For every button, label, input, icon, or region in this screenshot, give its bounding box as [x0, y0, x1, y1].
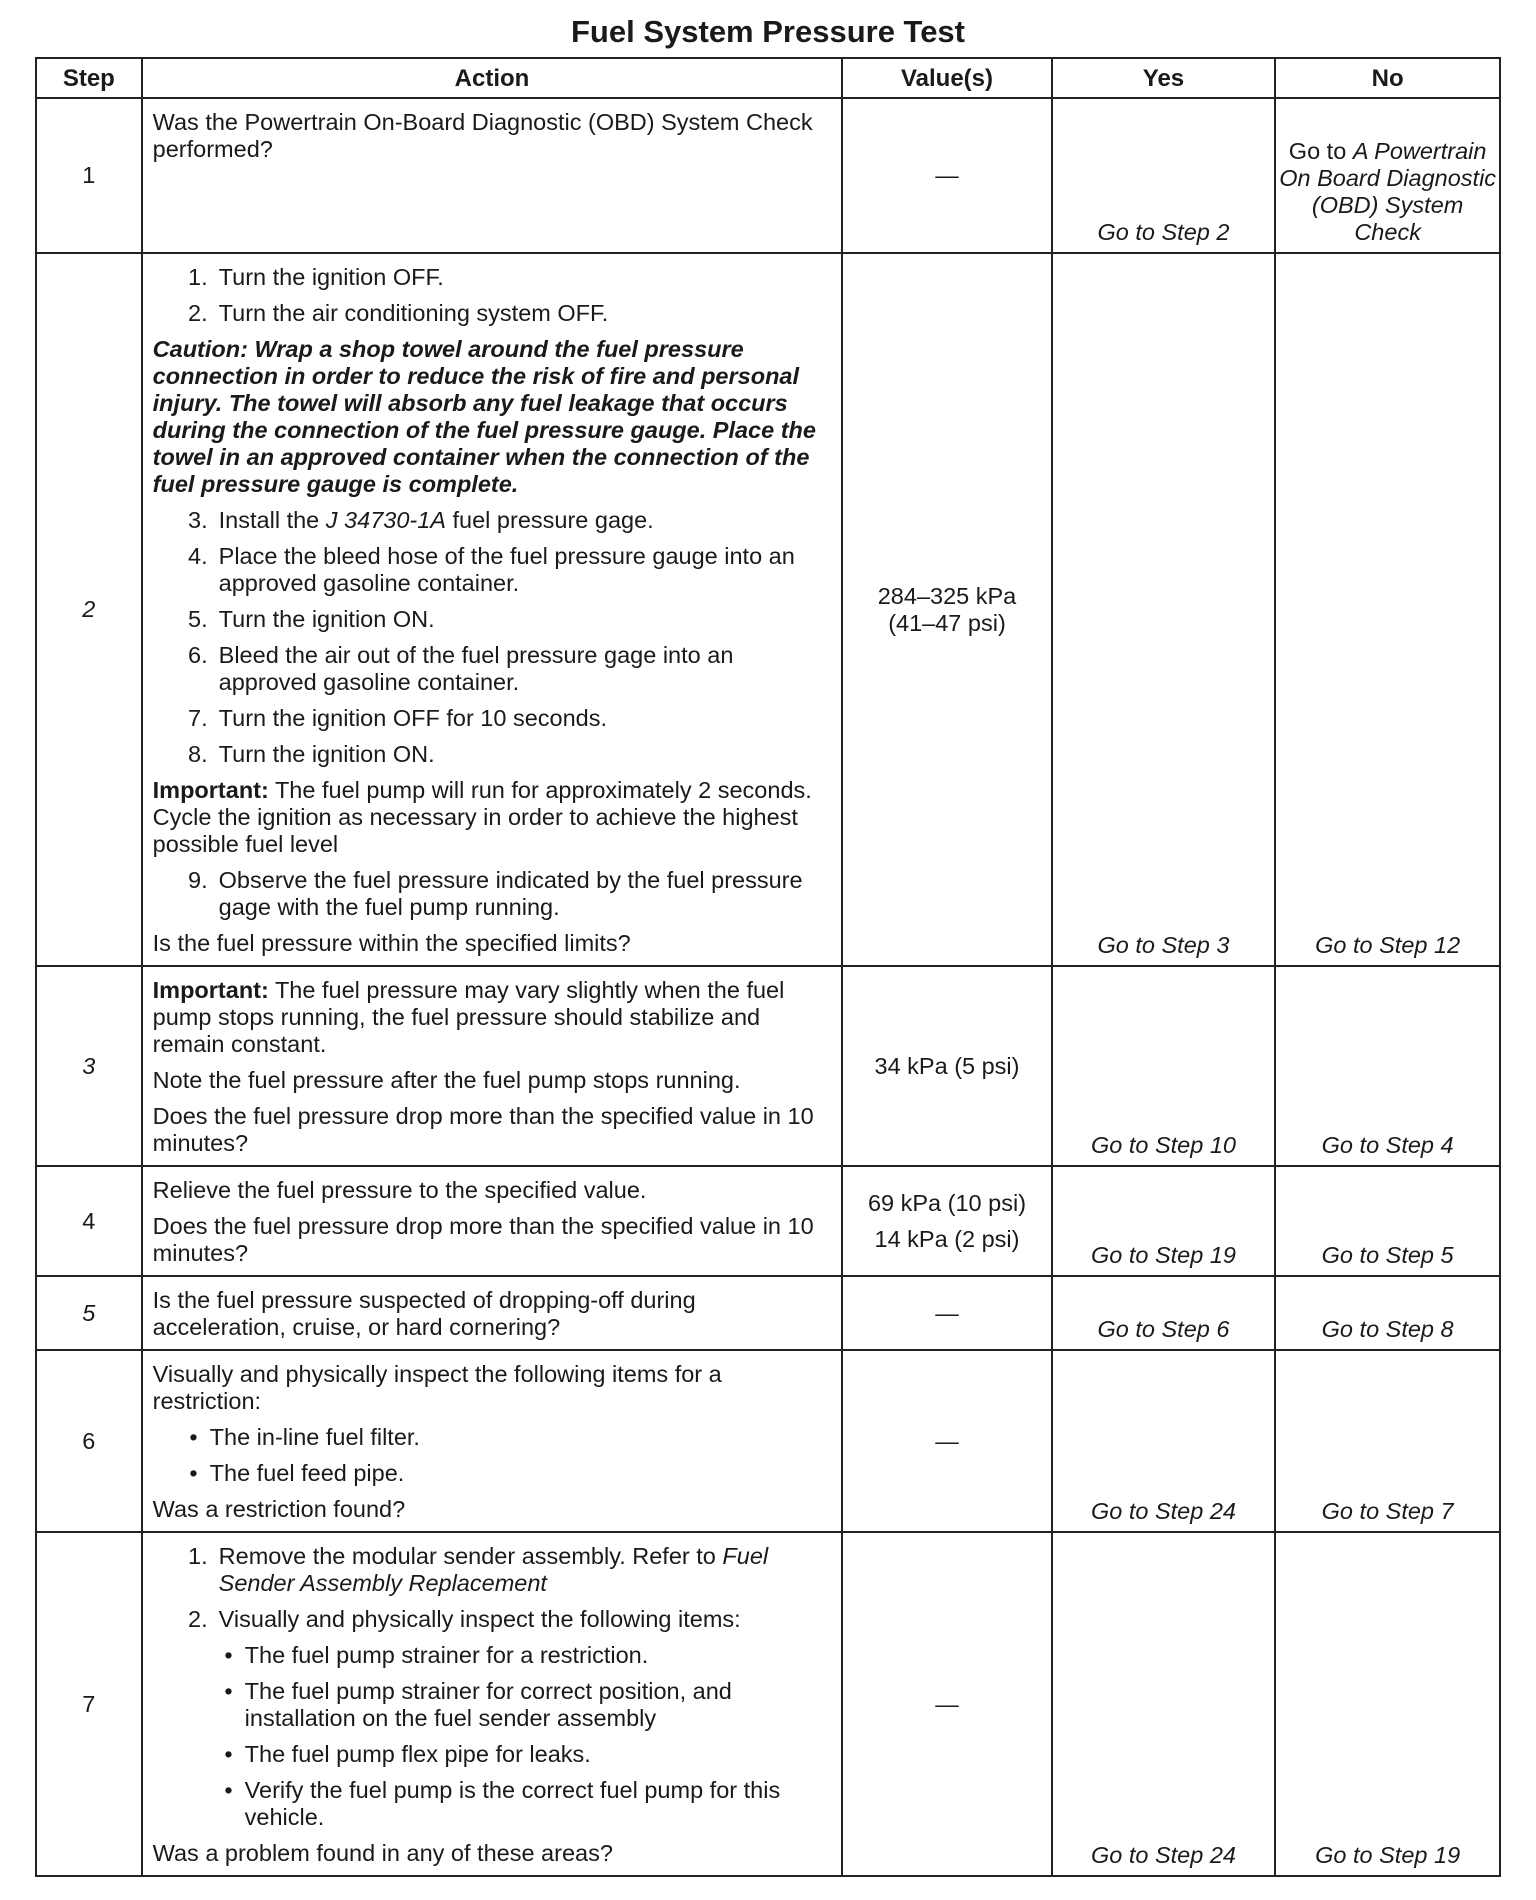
question-text: Is the fuel pressure suspected of dropping-off during acceleration, cruise, or hard cornering?: [152, 1287, 696, 1340]
value-line: 69 kPa (10 psi): [867, 1189, 1027, 1216]
diagnostic-table: [35, 57, 1501, 1877]
tool-number: J 34730-1A: [325, 507, 446, 533]
table-row: [36, 1276, 1500, 1350]
action-cell: [142, 98, 843, 253]
table-row: [36, 1166, 1500, 1276]
value-cell: [842, 253, 1051, 966]
value-psi: (41–47 psi): [888, 609, 1006, 636]
step-number: 1: [36, 98, 142, 253]
numbered-item: 6. Bleed the air out of the fuel pressure gage into an approved gasoline container.: [188, 642, 734, 695]
caution-text: Caution: Wrap a shop towel around the fuel pressure connection in order to reduce the risk of fire and personal injury. The towel will absorb any fuel leakage that occurs during the connection of the fuel pressure gauge. Place the towel in an approved container when the connection of the fuel pressure gauge is complete.: [152, 336, 816, 497]
no-cell: Go to Step 19: [1275, 1532, 1500, 1876]
bullet-item: • The fuel pump flex pipe for leaks.: [224, 1741, 591, 1767]
bullet-item: • The fuel feed pipe.: [189, 1460, 405, 1486]
action-text: Visually and physically inspect the following items for a restriction:: [152, 1361, 722, 1414]
step-number: 6: [36, 1350, 142, 1532]
action-text: Relieve the fuel pressure to the specified value.: [152, 1177, 647, 1203]
question-text: Was a restriction found?: [152, 1496, 406, 1522]
step-number: 7: [36, 1532, 142, 1876]
value-cell: —: [842, 1350, 1051, 1532]
value-cell: —: [842, 1532, 1051, 1876]
important-note: Important: The fuel pressure may vary slightly when the fuel pump stops running, the fuel pressure should stabilize and remain constant.: [152, 977, 785, 1057]
table-row: [36, 966, 1500, 1166]
numbered-item: 9. Observe the fuel pressure indicated by the fuel pressure gage with the fuel pump running.: [188, 867, 803, 920]
no-cell: Go to Step 5: [1275, 1166, 1500, 1276]
action-cell: [142, 1166, 843, 1276]
bullet-item: • The in-line fuel filter.: [189, 1424, 420, 1450]
action-cell: [142, 253, 843, 966]
numbered-item: 7. Turn the ignition OFF for 10 seconds.: [188, 705, 608, 731]
yes-cell: Go to Step 6: [1052, 1276, 1276, 1350]
numbered-item: 1. Turn the ignition OFF.: [188, 264, 444, 290]
value-line: 14 kPa (2 psi): [874, 1225, 1020, 1252]
action-cell: [142, 1532, 843, 1876]
no-cell: Go to Step 4: [1275, 966, 1500, 1166]
no-link-text: A Powertrain On Board Diagnostic (OBD) System Check: [1279, 138, 1497, 245]
header-yes: Yes: [1052, 58, 1276, 98]
no-cell: Go to Step 12: [1275, 253, 1500, 966]
table-header-row: [36, 58, 1500, 98]
step-number: 2: [36, 253, 142, 966]
yes-cell: Go to Step 2: [1052, 98, 1276, 253]
value-cell: [842, 1166, 1051, 1276]
important-note: Important: The fuel pump will run for approximately 2 seconds. Cycle the ignition as necessary in order to achieve the highest possible fuel level: [152, 777, 812, 857]
yes-cell: Go to Step 24: [1052, 1532, 1276, 1876]
value-cell: —: [842, 98, 1051, 253]
table-row: [36, 253, 1500, 966]
question-text: Was the Powertrain On-Board Diagnostic (OBD) System Check performed?: [152, 109, 813, 162]
question-text: Is the fuel pressure within the specified limits?: [152, 930, 631, 956]
header-values: Value(s): [842, 58, 1051, 98]
no-cell: Go to Step 8: [1275, 1276, 1500, 1350]
reference-link: Fuel Sender Assembly Replacement: [218, 1543, 769, 1596]
step-number: 5: [36, 1276, 142, 1350]
numbered-item: 2. Turn the air conditioning system OFF.: [188, 300, 609, 326]
header-step: Step: [36, 58, 142, 98]
numbered-item: 1. Remove the modular sender assembly. Refer to Fuel Sender Assembly Replacement: [188, 1543, 769, 1596]
numbered-item: 5. Turn the ignition ON.: [188, 606, 435, 632]
bullet-item: • The fuel pump strainer for correct position, and installation on the fuel sender assembly: [224, 1678, 732, 1731]
no-cell: [1275, 98, 1500, 253]
value-kpa: 284–325 kPa: [877, 582, 1017, 609]
question-text: Does the fuel pressure drop more than the specified value in 10 minutes?: [152, 1213, 814, 1266]
page-title: Fuel System Pressure Test: [571, 14, 965, 49]
yes-cell: Go to Step 3: [1052, 253, 1276, 966]
value-cell: 34 kPa (5 psi): [842, 966, 1051, 1166]
header-no: No: [1275, 58, 1500, 98]
table-row: [36, 1350, 1500, 1532]
note-text: Note the fuel pressure after the fuel pump stops running.: [152, 1067, 741, 1093]
question-text: Does the fuel pressure drop more than the specified value in 10 minutes?: [152, 1103, 814, 1156]
value-cell: —: [842, 1276, 1051, 1350]
numbered-item: 3. Install the J 34730-1A fuel pressure gage.: [188, 507, 654, 533]
question-text: Was a problem found in any of these areas?: [152, 1840, 613, 1866]
no-prefix: Go to: [1288, 138, 1353, 164]
action-cell: [142, 1350, 843, 1532]
yes-cell: Go to Step 24: [1052, 1350, 1276, 1532]
no-cell: Go to Step 7: [1275, 1350, 1500, 1532]
step-number: 3: [36, 966, 142, 1166]
bullet-item: • Verify the fuel pump is the correct fuel pump for this vehicle.: [224, 1777, 781, 1830]
numbered-item: 2. Visually and physically inspect the following items:: [188, 1606, 741, 1632]
numbered-item: 4. Place the bleed hose of the fuel pressure gauge into an approved gasoline container.: [188, 543, 795, 596]
action-cell: [142, 966, 843, 1166]
numbered-item: 8. Turn the ignition ON.: [188, 741, 435, 767]
step-number: 4: [36, 1166, 142, 1276]
table-row: [36, 98, 1500, 253]
action-cell: [142, 1276, 843, 1350]
yes-cell: Go to Step 19: [1052, 1166, 1276, 1276]
header-action: Action: [142, 58, 843, 98]
yes-cell: Go to Step 10: [1052, 966, 1276, 1166]
bullet-item: • The fuel pump strainer for a restriction.: [224, 1642, 649, 1668]
table-row: [36, 1532, 1500, 1876]
